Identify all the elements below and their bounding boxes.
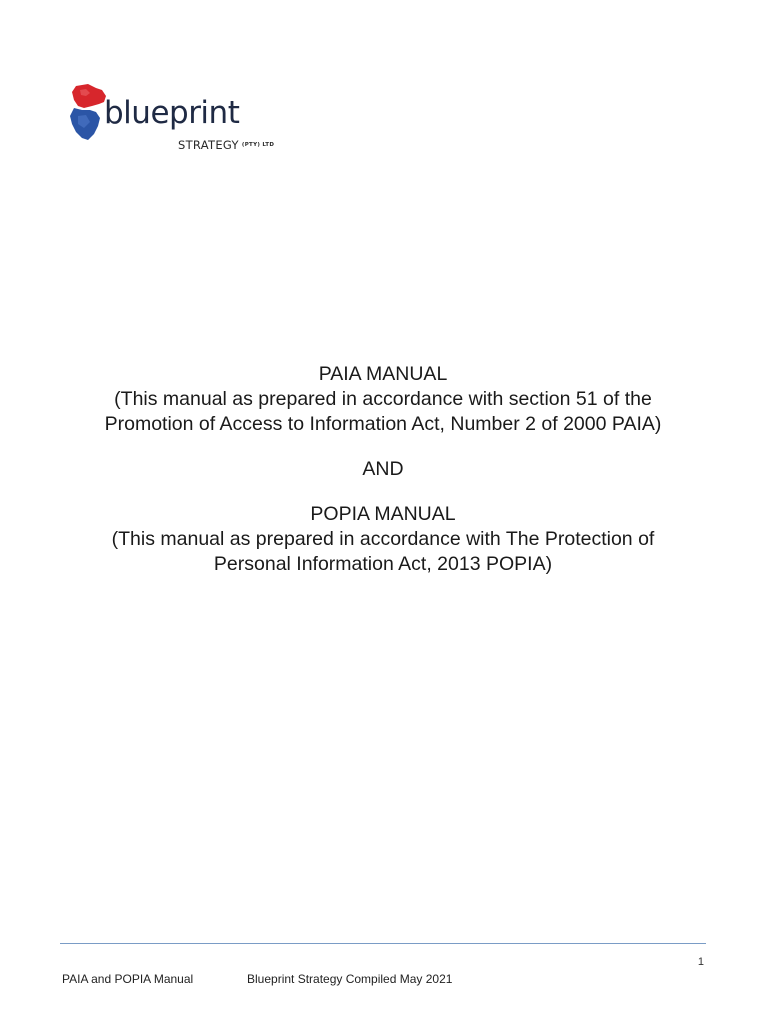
paia-description-line-1: (This manual as prepared in accordance with section 51 of the (114, 388, 652, 410)
paia-heading: PAIA MANUAL (318, 363, 448, 385)
footer-compiled-info: Blueprint Strategy Compiled May 2021 (247, 972, 453, 986)
popia-heading: POPIA MANUAL (310, 503, 456, 525)
company-logo (66, 82, 296, 162)
logo-wordmark: blueprint (104, 95, 240, 131)
and-separator: AND (362, 458, 404, 480)
footer-document-name: PAIA and POPIA Manual (62, 972, 194, 986)
logo-subtitle-suffix: (PTY) LTD (241, 141, 275, 148)
footer-divider (60, 943, 706, 944)
popia-description-line-1: (This manual as prepared in accordance with The Protection of (111, 528, 655, 550)
logo-subtitle-main: STRATEGY (178, 138, 239, 152)
popia-description-line-2: Personal Information Act, 2013 POPIA) (213, 553, 553, 575)
page-number: 1 (697, 956, 704, 968)
logo-subtitle (178, 140, 274, 152)
paia-description-line-2: Promotion of Access to Information Act, Number 2 of 2000 PAIA) (104, 413, 662, 435)
document-title-block (60, 362, 706, 577)
